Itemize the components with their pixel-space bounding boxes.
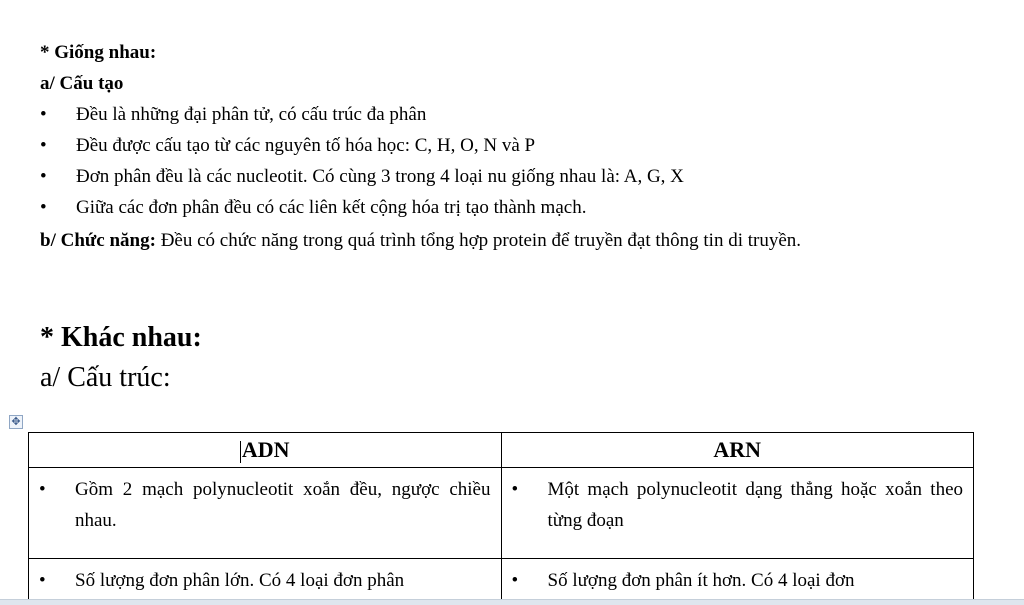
bullet-icon: • [39,570,46,591]
similar-heading: * Giống nhau: [40,42,157,63]
bullet-icon: • [511,570,519,591]
bullet-icon: • [40,135,47,156]
text-cursor [240,441,241,463]
bullet-icon: • [40,197,47,218]
bullet-icon: • [40,104,47,125]
table-cell[interactable]: • Số lượng đơn phân ít hơn. Có 4 loại đơn [501,559,974,600]
function-text: Đều có chức năng trong quá trình tổng hợp protein để truyền đạt thông tin di truyền. [160,230,802,251]
bullet-icon: • [511,479,519,500]
similar-structure-heading: a/ Cấu tạo [40,73,124,94]
function-label: b/ Chức năng: [40,230,156,251]
header-adn[interactable]: ADN [29,433,502,468]
header-arn[interactable]: ARN [501,433,974,468]
table-cell[interactable]: • Một mạch polynucleotit dạng thẳng hoặc xoắn theo từng đoạn [501,468,974,559]
table-row [29,468,974,559]
different-structure-heading: a/ Cấu trúc: [40,362,171,393]
bullet-icon: • [40,166,47,187]
table-cell[interactable]: • Gồm 2 mạch polynucleotit xoắn đều, ngược chiều nhau. [29,468,502,559]
table-header-row [29,433,974,468]
table-cell[interactable]: • Số lượng đơn phân lớn. Có 4 loại đơn phân [29,559,502,600]
window-bottom-edge [0,599,1024,605]
different-heading: * Khác nhau: [40,322,202,353]
function-paragraph [40,225,956,256]
table-move-handle-icon[interactable]: ✥ [9,415,23,429]
comparison-table [28,432,974,600]
bullet-icon: • [39,479,46,500]
document-page[interactable]: * Giống nhau: a/ Cấu tạo • Đều là những đại phân tử, có cấu trúc đa phân • Đều được cấu tạo từ các nguyên tố hóa học: C, H, O, N và P • Đơn phân đều là các nucleotit. Có cùng 3 trong 4 loại nu giống nhau là: A, G, X • Giữa các đơn phân đều có các liên kết cộng hóa trị tạo thành mạch. b/ Chức năng: Đều có chức năng trong quá trình tổng hợp protein để truyền đạt thông tin di truyền. * Khác nhau: a/ Cấu trúc: ✥ ADN ARN • Gồm 2 mạch polynucleotit xoắn đều, ngược chiều nhau. • Một mạch polynucleotit dạng thẳng hoặc xoắn theo từng đoạn • Số lượng đơn phân lớn. Có 4 loại đơn phân • Số lượng đơn phân ít hơn. Có 4 loại đơn [0,0,1024,600]
table-row [29,559,974,600]
